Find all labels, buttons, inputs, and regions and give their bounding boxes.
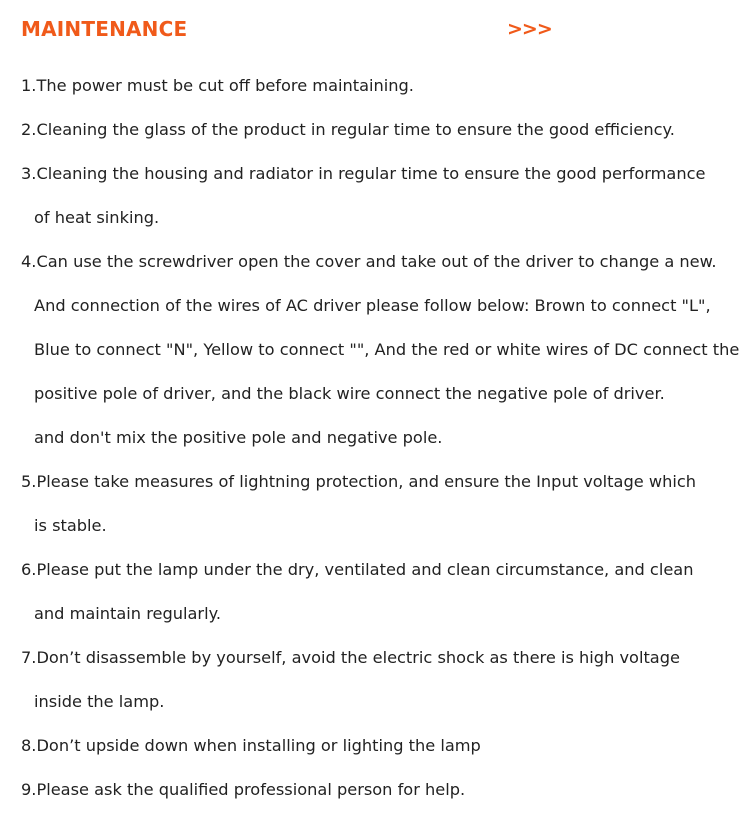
section-header: [0, 0, 750, 60]
list-item-7-line-2: inside the lamp.: [34, 692, 165, 711]
list-item-4-line-4: positive pole of driver, and the black wire connect the negative pole of driver.: [34, 384, 665, 403]
list-item-5-line-1: 5.Please take measures of lightning protection, and ensure the Input voltage which: [21, 472, 696, 491]
list-item-4-line-1: 4.Can use the screwdriver open the cover and take out of the driver to change a new.: [21, 252, 717, 271]
list-item-9-line-1: 9.Please ask the qualified professional person for help.: [21, 780, 466, 799]
list-item-7-line-1: 7.Don’t disassemble by yourself, avoid the electric shock as there is high voltage: [21, 648, 680, 667]
list-item-6-line-2: and maintain regularly.: [34, 604, 221, 623]
list-item-8-line-1: 8.Don’t upside down when installing or lighting the lamp: [21, 736, 481, 755]
list-item-3-line-1: 3.Cleaning the housing and radiator in regular time to ensure the good performance: [21, 164, 706, 183]
list-item-4-line-5: and don't mix the positive pole and negative pole.: [34, 428, 443, 447]
arrows-decoration: >>>: [507, 18, 552, 40]
list-item-2-line-1: 2.Cleaning the glass of the product in regular time to ensure the good efficiency.: [21, 120, 675, 139]
list-item-5-line-2: is stable.: [34, 516, 107, 535]
list-item-6-line-1: 6.Please put the lamp under the dry, ventilated and clean circumstance, and clean: [21, 560, 694, 579]
list-item-1-line-1: 1.The power must be cut off before maintaining.: [21, 76, 414, 95]
list-item-4-line-2: And connection of the wires of AC driver please follow below: Brown to connect "L",: [34, 296, 711, 315]
section-title: MAINTENANCE: [21, 17, 188, 41]
list-item-4-line-3: Blue to connect "N", Yellow to connect "", And the red or white wires of DC connect the: [34, 340, 740, 359]
list-item-3-line-2: of heat sinking.: [34, 208, 160, 227]
